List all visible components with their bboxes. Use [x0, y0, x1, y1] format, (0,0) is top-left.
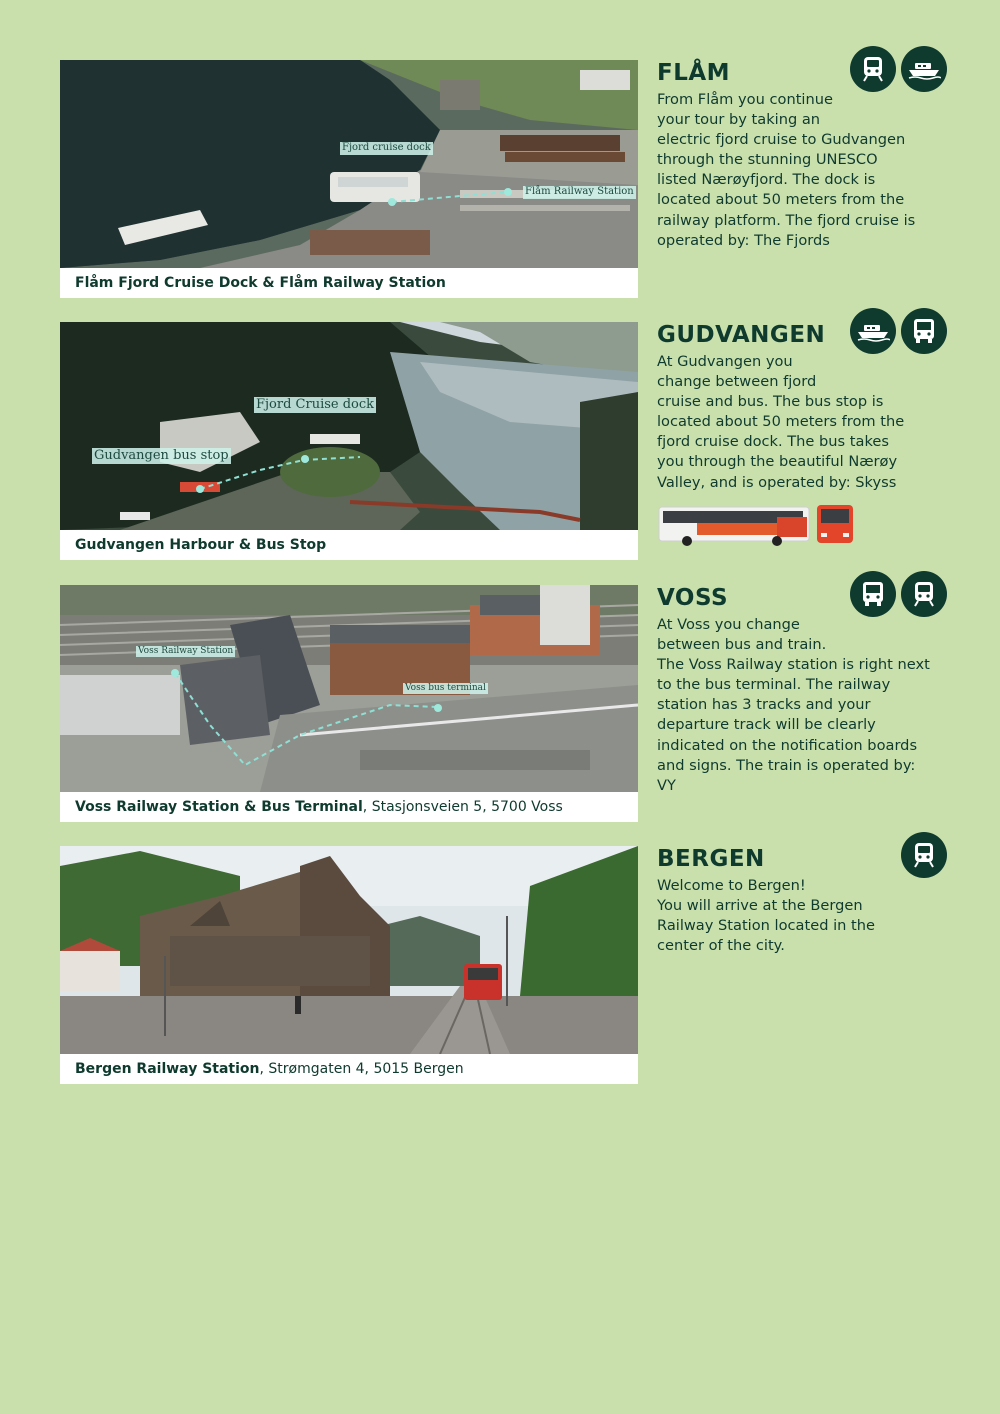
ferry-icon	[901, 46, 947, 92]
body-line: Railway Station located in the	[657, 917, 875, 935]
photo-card-flam	[60, 60, 638, 298]
photo-label-voss-bus-terminal: Voss bus terminal	[405, 683, 486, 693]
photo-caption-flam	[60, 268, 638, 298]
body-line: fjord cruise dock. The bus takes	[657, 433, 889, 451]
photo-label-flam-railway-station: Flåm Railway Station	[525, 186, 634, 197]
photo-bergen-street	[60, 846, 638, 1054]
photo-card-gudvangen	[60, 322, 638, 560]
body-line: change between fjord	[657, 373, 817, 391]
photo-label-fjord-cruise-dock: Fjord cruise dock	[342, 142, 431, 153]
section-body	[657, 615, 950, 796]
body-line: cruise and bus. The bus stop is	[657, 393, 884, 411]
body-line: listed Nærøyfjord. The dock is	[657, 171, 876, 189]
ferry-icon	[850, 308, 896, 354]
transport-icons	[901, 832, 947, 878]
photo-caption-gudvangen	[60, 530, 638, 560]
caption-title: Bergen Railway Station	[75, 1061, 260, 1077]
body-line: and signs. The train is operated by:	[657, 756, 916, 774]
photo-label-voss-railway-station: Voss Railway Station	[138, 646, 234, 656]
transport-icons	[850, 46, 947, 92]
body-line: railway platform. The fjord cruise is	[657, 211, 916, 229]
section-heading: VOSS	[657, 585, 729, 611]
section-body	[657, 876, 950, 956]
caption-address: , Stasjonsveien 5, 5700 Voss	[362, 799, 563, 815]
bus-icon	[850, 571, 896, 617]
body-line: At Voss you change	[657, 616, 800, 633]
photo-card-voss	[60, 585, 638, 822]
body-line: indicated on the notification boards	[657, 736, 918, 754]
section-heading: GUDVANGEN	[657, 322, 826, 348]
body-line: station has 3 tracks and your	[657, 696, 871, 714]
text-column-flam	[657, 60, 950, 251]
train-icon	[901, 832, 947, 878]
body-line: to the bus terminal. The railway	[657, 676, 891, 694]
text-column-voss	[657, 585, 950, 796]
section-body	[657, 352, 950, 493]
photo-voss-aerial	[60, 585, 638, 792]
train-icon	[850, 46, 896, 92]
skyss-bus-illustration	[657, 503, 950, 551]
photo-label-fjord-cruise-dock: Fjord Cruise dock	[256, 397, 375, 412]
section-heading: FLÅM	[657, 60, 731, 86]
text-column-gudvangen	[657, 322, 950, 551]
body-line: departure track will be clearly	[657, 716, 876, 734]
body-line: you through the beautiful Nærøy	[657, 453, 898, 471]
photo-label-gudvangen-bus-stop: Gudvangen bus stop	[94, 448, 229, 463]
body-line: your tour by taking an	[657, 111, 821, 129]
transport-icons	[850, 571, 947, 617]
caption-title: Flåm Fjord Cruise Dock & Flåm Railway Station	[75, 275, 446, 291]
body-line: The Voss Railway station is right next	[657, 656, 930, 674]
caption-title: Gudvangen Harbour & Bus Stop	[75, 537, 327, 553]
body-line: From Flåm you continue	[657, 91, 833, 108]
body-line: Welcome to Bergen!	[657, 877, 806, 894]
section-heading: BERGEN	[657, 846, 765, 872]
body-line: Valley, and is operated by: Skyss	[657, 473, 897, 491]
photo-caption-voss	[60, 792, 638, 822]
body-line: through the stunning UNESCO	[657, 151, 878, 169]
body-line: located about 50 meters from the	[657, 191, 905, 209]
train-icon	[901, 571, 947, 617]
section-body	[657, 90, 950, 251]
photo-card-bergen	[60, 846, 638, 1084]
body-line: electric fjord cruise to Gudvangen	[657, 131, 906, 149]
body-line: center of the city.	[657, 937, 785, 955]
caption-title: Voss Railway Station & Bus Terminal	[75, 799, 363, 815]
body-line: You will arrive at the Bergen	[657, 897, 863, 915]
text-column-bergen	[657, 846, 950, 956]
body-line: between bus and train.	[657, 636, 827, 654]
photo-flam-aerial	[60, 60, 638, 268]
bus-icon	[901, 308, 947, 354]
transport-icons	[850, 308, 947, 354]
body-line: operated by: The Fjords	[657, 231, 830, 249]
caption-address: , Strømgaten 4, 5015 Bergen	[259, 1061, 464, 1077]
body-line: VY	[657, 776, 676, 794]
body-line: located about 50 meters from the	[657, 413, 905, 431]
photo-gudvangen-aerial	[60, 322, 638, 530]
photo-caption-bergen	[60, 1054, 638, 1084]
body-line: At Gudvangen you	[657, 353, 793, 370]
